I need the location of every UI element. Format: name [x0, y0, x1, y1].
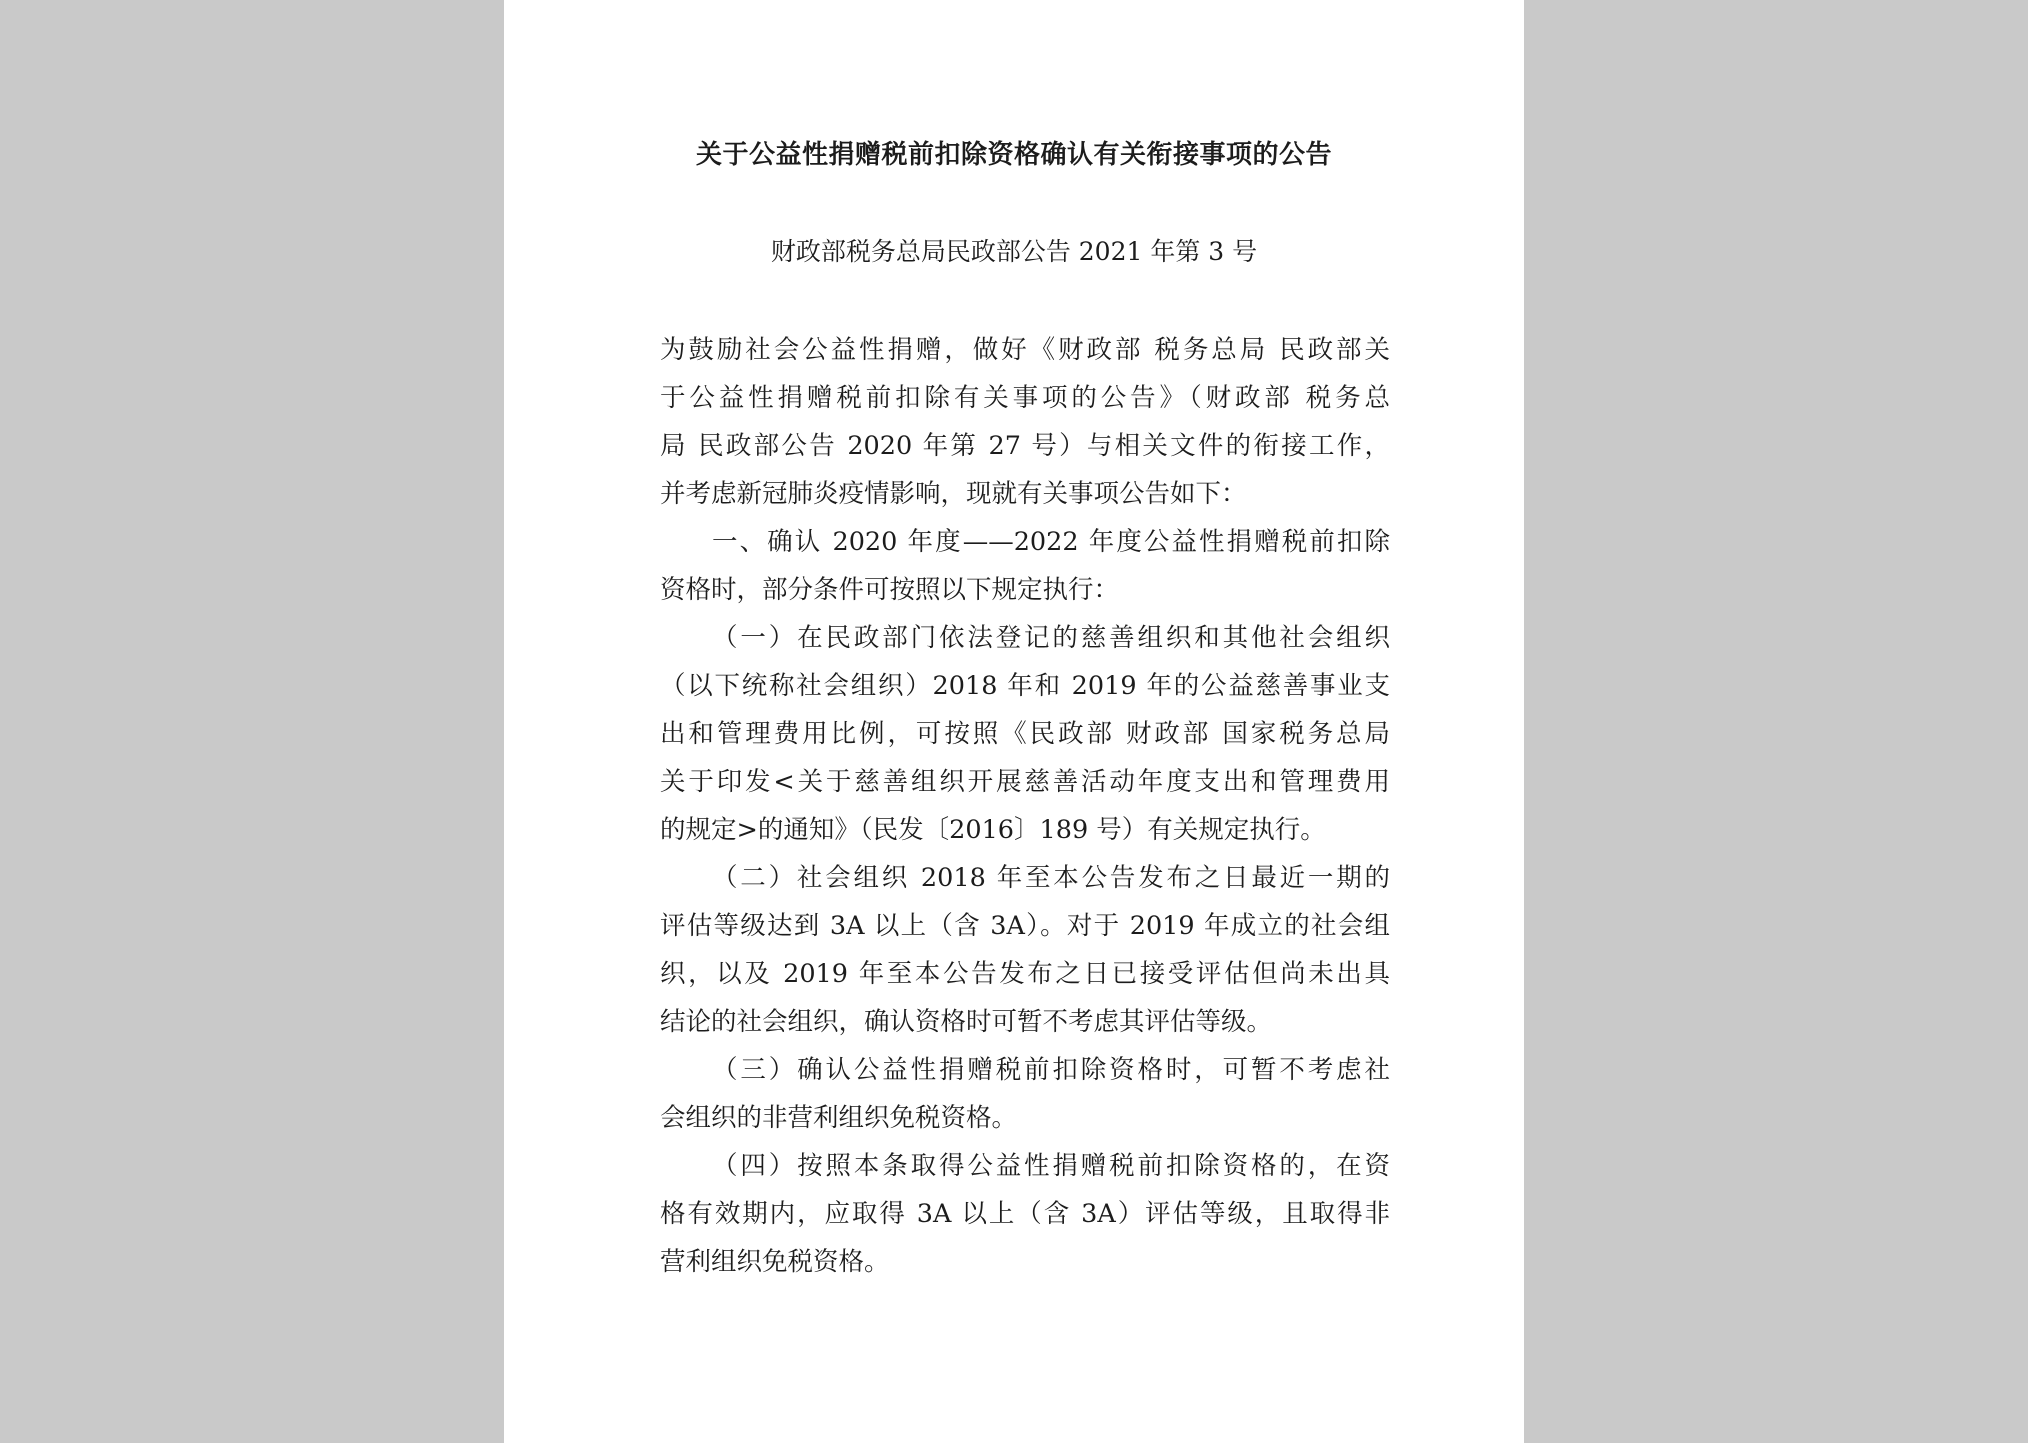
document-title: 关于公益性捐赠税前扣除资格确认有关衔接事项的公告 — [695, 140, 1332, 170]
text-line: 营利组织免税资格。 — [660, 1247, 890, 1277]
text-line: 的规定>的通知》（民发〔2016〕189 号）有关规定执行。 — [660, 815, 1326, 845]
text-line: 织，以及 2019 年至本公告发布之日已接受评估但尚未出具 — [660, 959, 1390, 989]
announcement-number: 财政部税务总局民政部公告 2021 年第 3 号 — [770, 237, 1258, 266]
text-line: 局 民政部公告 2020 年第 27 号）与相关文件的衔接工作， — [660, 431, 1390, 461]
text-line: （以下统称社会组织）2018 年和 2019 年的公益慈善事业支 — [660, 671, 1390, 701]
text-line: （一）在民政部门依法登记的慈善组织和其他社会组织 — [712, 623, 1390, 653]
text-line: （三）确认公益性捐赠税前扣除资格时，可暂不考虑社 — [712, 1055, 1390, 1085]
text-line: 评估等级达到 3A 以上（含 3A）。对于 2019 年成立的社会组 — [660, 911, 1390, 941]
text-line: 一、确认 2020 年度——2022 年度公益性捐赠税前扣除 — [712, 527, 1390, 557]
text-line: 出和管理费用比例，可按照《民政部 财政部 国家税务总局 — [660, 719, 1390, 749]
text-line: 会组织的非营利组织免税资格。 — [660, 1103, 1018, 1133]
text-line: 资格时，部分条件可按照以下规定执行： — [660, 575, 1120, 605]
text-line: 为鼓励社会公益性捐赠，做好《财政部 税务总局 民政部关 — [660, 335, 1390, 365]
text-line: 格有效期内，应取得 3A 以上（含 3A）评估等级，且取得非 — [660, 1199, 1390, 1229]
text-line: （二）社会组织 2018 年至本公告发布之日最近一期的 — [712, 863, 1390, 893]
text-line: 关于印发<关于慈善组织开展慈善活动年度支出和管理费用 — [660, 767, 1390, 797]
document-body — [660, 326, 1390, 1286]
document-page — [504, 0, 1524, 1443]
text-line: 并考虑新冠肺炎疫情影响，现就有关事项公告如下： — [660, 479, 1247, 509]
text-line: 结论的社会组织，确认资格时可暂不考虑其评估等级。 — [660, 1007, 1273, 1037]
text-line: （四）按照本条取得公益性捐赠税前扣除资格的，在资 — [712, 1151, 1390, 1181]
text-line: 于公益性捐赠税前扣除有关事项的公告》（财政部 税务总 — [660, 383, 1390, 413]
